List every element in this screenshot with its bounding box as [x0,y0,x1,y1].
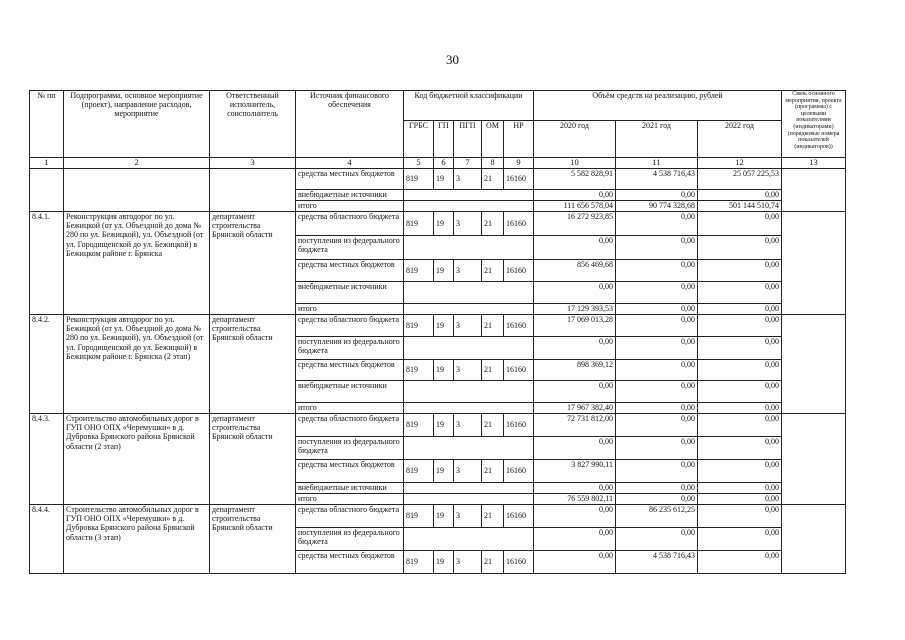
cell-empty [404,236,534,260]
source-cell: средства областного бюджета [296,212,404,236]
source-cell: итого [296,494,404,505]
value-2020: 0,00 [534,282,616,304]
code-grbs: 819 [404,551,434,574]
value-2022: 0,00 [698,236,782,260]
value-2022: 0,00 [698,414,782,437]
source-cell: средства местных бюджетов [296,551,404,574]
value-2020: 111 656 578,04 [534,201,616,212]
value-2021: 0,00 [616,360,698,381]
source-cell: внебюджетные источники [296,282,404,304]
value-2021: 0,00 [616,304,698,315]
code-pgp: 3 [454,212,482,236]
header-np: НР [504,121,534,158]
code-pgp: 3 [454,260,482,282]
table-row [30,414,846,437]
code-gp: 19 [434,360,454,381]
code-gp: 19 [434,414,454,437]
value-2020: 0,00 [534,381,616,403]
value-2022: 0,00 [698,212,782,236]
cell-empty [404,304,534,315]
col-number: 11 [616,158,698,169]
code-om: 21 [482,260,504,282]
value-2021: 0,00 [616,337,698,360]
table-row [30,169,846,190]
code-gp: 19 [434,260,454,282]
value-2022: 0,00 [698,403,782,414]
value-2022: 0,00 [698,460,782,483]
source-cell: внебюджетные источники [296,190,404,201]
value-2020: 0,00 [534,437,616,460]
code-grbs: 819 [404,315,434,337]
value-2021: 0,00 [616,494,698,505]
code-np: 16160 [504,169,534,190]
value-2020: 0,00 [534,551,616,574]
code-pgp: 3 [454,414,482,437]
code-om: 21 [482,212,504,236]
header-volume: Объём средств на реализацию, рублей [534,91,782,121]
value-2020: 16 272 923,85 [534,212,616,236]
value-2020: 0,00 [534,190,616,201]
source-cell: средства областного бюджета [296,505,404,528]
source-cell: поступления из федерального бюджета [296,437,404,460]
value-2020: 0,00 [534,236,616,260]
item-responsible: департамент строительства Брянской области [210,315,296,414]
code-om: 21 [482,315,504,337]
cell-empty [404,190,534,201]
source-cell: средства областного бюджета [296,414,404,437]
cell-empty [404,282,534,304]
cell-empty [404,528,534,551]
col-number: 4 [296,158,404,169]
cell-empty [404,337,534,360]
source-cell: средства областного бюджета [296,315,404,337]
code-gp: 19 [434,169,454,190]
cell-empty [404,437,534,460]
col-number: 12 [698,158,782,169]
value-2022: 0,00 [698,315,782,337]
value-2020: 0,00 [534,528,616,551]
value-2022: 0,00 [698,437,782,460]
code-pgp: 3 [454,315,482,337]
value-2022: 501 144 510,74 [698,201,782,212]
header-row-1 [30,91,846,121]
header-link: Связь основного мероприятия, проекта (программы) с целевыми показателями (индикаторами) (порядковые номера показателей (индикаторов)) [782,91,846,158]
value-2020: 3 827 990,11 [534,460,616,483]
value-2020: 17 967 382,40 [534,403,616,414]
cell-empty [210,169,296,212]
code-pgp: 3 [454,460,482,483]
value-2022: 0,00 [698,505,782,528]
source-cell: итого [296,304,404,315]
value-2020: 898 369,12 [534,360,616,381]
source-cell: внебюджетные источники [296,381,404,403]
code-pgp: 3 [454,505,482,528]
header-program: Подпрограмма, основное мероприятие (проект), направление расходов, мероприятие [64,91,210,158]
code-om: 21 [482,551,504,574]
item-name: Реконструкция автодорог по ул. Бежицкой (от ул. Объездной до дома № 280 по ул. Бежицкой), ул. Объездной (от ул. Городищенской до ул. Бежицкой) в Бежицком районе г. Брянска (2 этап) [64,315,210,414]
code-om: 21 [482,460,504,483]
value-2020: 76 559 802,11 [534,494,616,505]
table-row [30,315,846,337]
item-name: Строительство автомобильных дорог в ГУП ОНО ОПХ «Черемушки» в д. Дубровка Брянского района Брянской области (2 этап) [64,414,210,505]
value-2021: 0,00 [616,460,698,483]
value-2021: 0,00 [616,414,698,437]
header-grbs: ГРБС [404,121,434,158]
code-grbs: 819 [404,260,434,282]
col-number: 9 [504,158,534,169]
source-cell: средства местных бюджетов [296,169,404,190]
header-pgp: ПГП [454,121,482,158]
header-2022: 2022 год [698,121,782,158]
value-2022: 0,00 [698,551,782,574]
code-grbs: 819 [404,505,434,528]
value-2021: 0,00 [616,381,698,403]
code-om: 21 [482,169,504,190]
value-2021: 86 235 612,25 [616,505,698,528]
cell-empty [782,414,846,505]
code-gp: 19 [434,315,454,337]
cell-empty [782,212,846,315]
header-2020: 2020 год [534,121,616,158]
value-2022: 0,00 [698,282,782,304]
col-number: 5 [404,158,434,169]
value-2022: 25 057 225,53 [698,169,782,190]
cell-empty [404,201,534,212]
code-grbs: 819 [404,169,434,190]
code-om: 21 [482,414,504,437]
code-gp: 19 [434,460,454,483]
code-gp: 19 [434,551,454,574]
item-responsible: департамент строительства Брянской области [210,414,296,505]
value-2021: 0,00 [616,483,698,494]
value-2021: 4 538 716,43 [616,551,698,574]
cell-empty [64,169,210,212]
table-row [30,212,846,236]
item-number: 8.4.4. [30,505,64,574]
col-number: 6 [434,158,454,169]
col-number: 13 [782,158,846,169]
value-2022: 0,00 [698,304,782,315]
item-responsible: департамент строительства Брянской области [210,505,296,574]
code-np: 16160 [504,360,534,381]
budget-table [29,90,846,574]
code-grbs: 819 [404,460,434,483]
table-row [30,505,846,528]
value-2020: 0,00 [534,337,616,360]
code-pgp: 3 [454,169,482,190]
code-gp: 19 [434,212,454,236]
col-number: 1 [30,158,64,169]
col-number: 10 [534,158,616,169]
col-number: 3 [210,158,296,169]
code-om: 21 [482,505,504,528]
value-2020: 0,00 [534,483,616,494]
value-2021: 90 774 328,68 [616,201,698,212]
item-number: 8.4.3. [30,414,64,505]
value-2020: 856 469,68 [534,260,616,282]
code-pgp: 3 [454,551,482,574]
value-2021: 0,00 [616,260,698,282]
value-2021: 0,00 [616,528,698,551]
source-cell: внебюджетные источники [296,483,404,494]
column-numbers-row [30,158,846,169]
cell-empty [404,403,534,414]
code-grbs: 819 [404,212,434,236]
item-responsible: департамент строительства Брянской области [210,212,296,315]
source-cell: поступления из федерального бюджета [296,528,404,551]
col-number: 2 [64,158,210,169]
value-2020: 17 129 393,53 [534,304,616,315]
source-cell: итого [296,201,404,212]
header-2021: 2021 год [616,121,698,158]
value-2021: 0,00 [616,403,698,414]
value-2021: 0,00 [616,282,698,304]
header-responsible: Ответственный исполнитель, соисполнитель [210,91,296,158]
item-number: 8.4.2. [30,315,64,414]
value-2022: 0,00 [698,483,782,494]
cell-empty [782,169,846,212]
cell-empty [404,494,534,505]
cell-empty [404,483,534,494]
value-2022: 0,00 [698,494,782,505]
value-2022: 0,00 [698,528,782,551]
code-grbs: 819 [404,360,434,381]
value-2021: 0,00 [616,212,698,236]
code-np: 16160 [504,505,534,528]
col-number: 8 [482,158,504,169]
value-2021: 0,00 [616,236,698,260]
value-2021: 4 538 716,43 [616,169,698,190]
source-cell: средства местных бюджетов [296,260,404,282]
cell-empty [782,505,846,574]
header-source: Источник финансового обеспечения [296,91,404,158]
value-2020: 5 582 828,91 [534,169,616,190]
code-np: 16160 [504,212,534,236]
source-cell: средства местных бюджетов [296,360,404,381]
code-np: 16160 [504,260,534,282]
item-name: Строительство автомобильных дорог в ГУП ОНО ОПХ «Черемушки» в д. Дубровка Брянского района Брянской области (3 этап) [64,505,210,574]
code-np: 16160 [504,315,534,337]
code-pgp: 3 [454,360,482,381]
code-np: 16160 [504,460,534,483]
value-2021: 0,00 [616,437,698,460]
cell-empty [30,169,64,212]
page-number: 30 [446,52,459,67]
item-number: 8.4.1. [30,212,64,315]
code-np: 16160 [504,551,534,574]
code-om: 21 [482,360,504,381]
col-number: 7 [454,158,482,169]
value-2021: 0,00 [616,315,698,337]
value-2022: 0,00 [698,381,782,403]
value-2022: 0,00 [698,190,782,201]
header-om: ОМ [482,121,504,158]
source-cell: поступления из федерального бюджета [296,337,404,360]
value-2020: 17 069 013,28 [534,315,616,337]
value-2020: 72 731 812,00 [534,414,616,437]
source-cell: поступления из федерального бюджета [296,236,404,260]
header-gp: ГП [434,121,454,158]
value-2022: 0,00 [698,360,782,381]
cell-empty [404,381,534,403]
value-2020: 0,00 [534,505,616,528]
code-gp: 19 [434,505,454,528]
code-np: 16160 [504,414,534,437]
code-grbs: 819 [404,414,434,437]
cell-empty [782,315,846,414]
source-cell: средства местных бюджетов [296,460,404,483]
item-name: Реконструкция автодорог по ул. Бежицкой (от ул. Объездной до дома № 280 по ул. Бежицкой), ул. Объездной (от ул. Городищенской до ул. Бежицкой) в Бежицком районе г. Брянска [64,212,210,315]
value-2022: 0,00 [698,260,782,282]
value-2022: 0,00 [698,337,782,360]
source-cell: итого [296,403,404,414]
header-budget-code: Код бюджетной классификации [404,91,534,121]
value-2021: 0,00 [616,190,698,201]
header-num: № пп [30,91,64,158]
